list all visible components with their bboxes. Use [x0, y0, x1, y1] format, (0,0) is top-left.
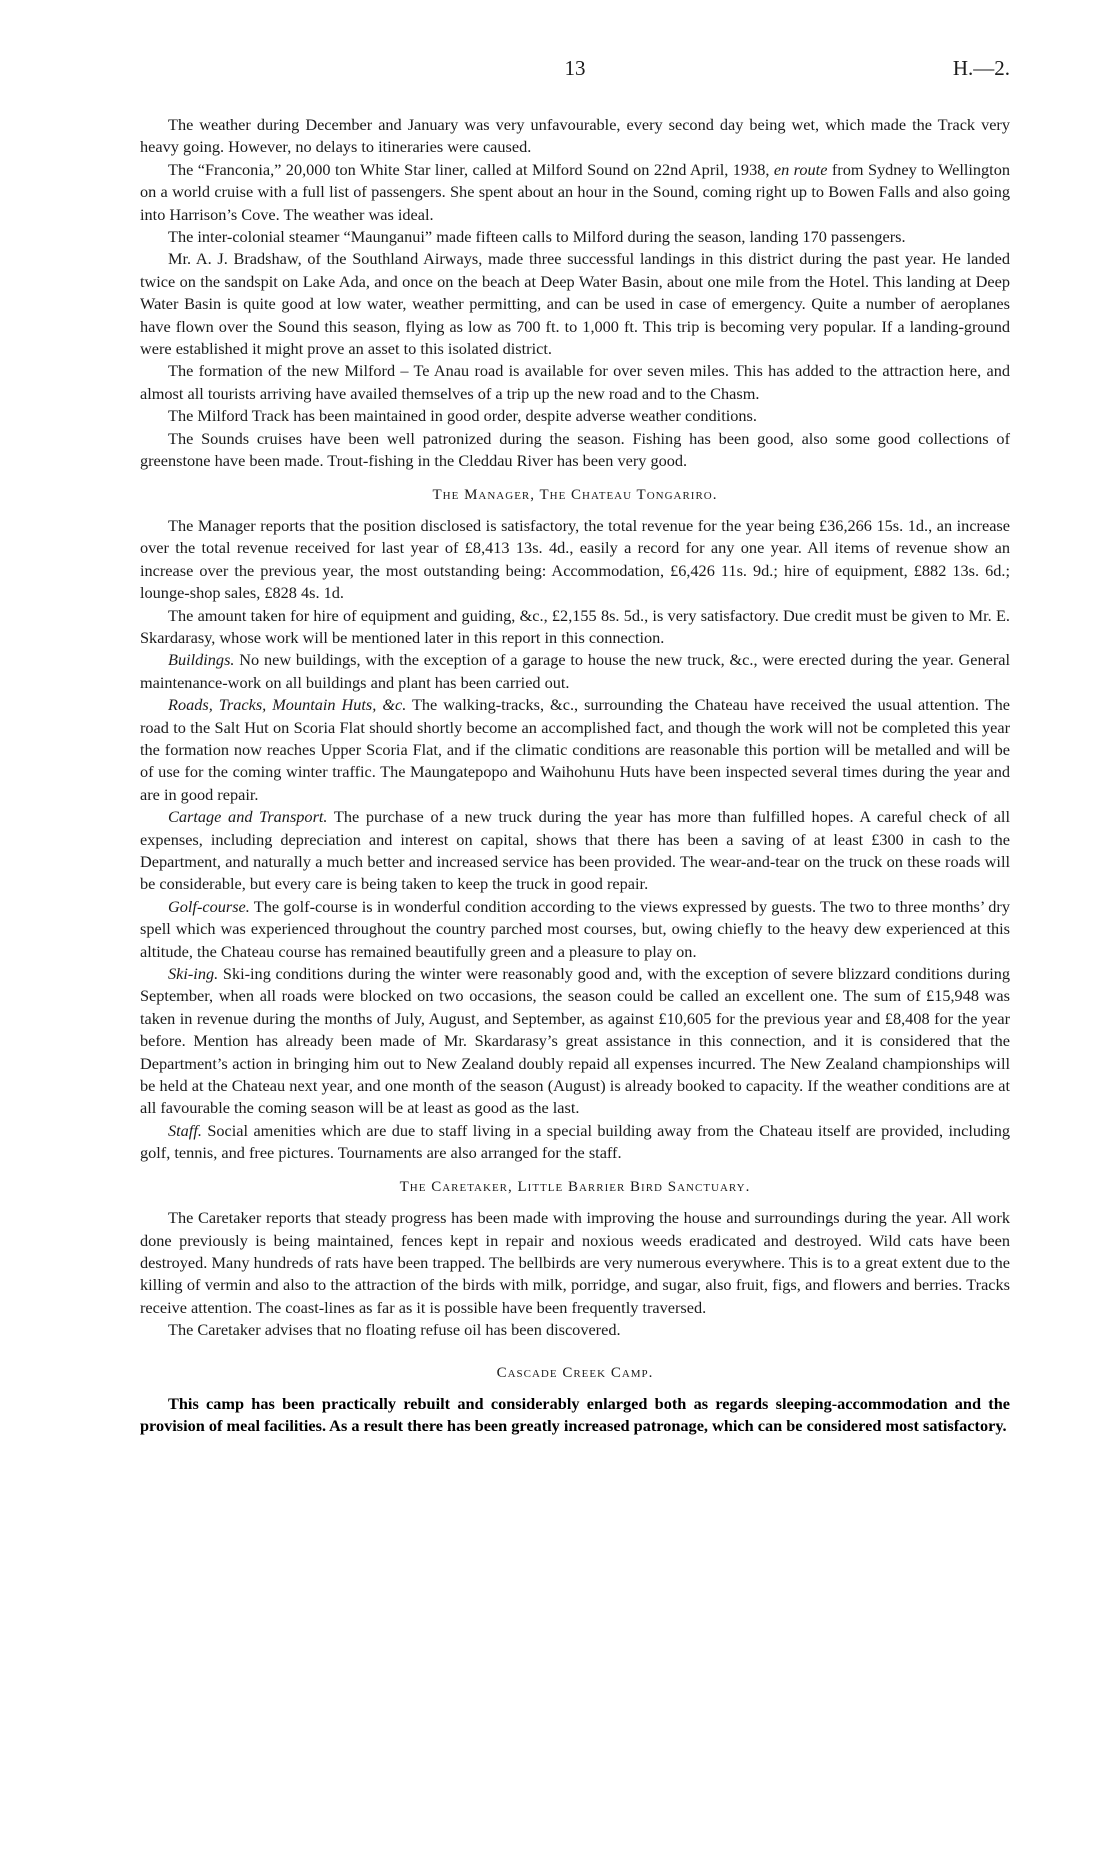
section-heading-barrier: The Caretaker, Little Barrier Bird Sanctuary.: [399, 1178, 751, 1195]
document-body: [140, 114, 1010, 1438]
paragraph: [140, 963, 1010, 1120]
text: The purchase of a new truck during the year has more than fulfilled hopes. A careful check of all expenses, including depreciation and interest on capital, shows that there has been a saving of at least £300 in cash to the Department, and naturally a much better and increased service has been provided. The wear-and-tear on the truck on these roads will be considerable, but every care is being taken to keep the truck in good repair.: [140, 807, 1010, 894]
text: Social amenities which are due to staff living in a special building away from the Chateau itself are provided, including golf, tennis, and free pictures. Tournaments are also arranged for the staff.: [140, 1120, 1010, 1163]
paragraph: The Milford Track has been maintained in good order, despite adverse weather conditions.: [168, 406, 757, 426]
paragraph: [140, 694, 1010, 806]
paragraph: This camp has been practically rebuilt and considerably enlarged both as regards sleeping-accommodation and the provision of meal facilities. As a result there has been greatly increased patronage, which can be considered most satisfactory.: [140, 1393, 1010, 1436]
paragraph: [140, 896, 1010, 963]
subheading-staff: Staff.: [168, 1120, 202, 1140]
page-header: [140, 56, 1010, 90]
paragraph: [140, 159, 1010, 226]
paragraph: The Sounds cruises have been well patronized during the season. Fishing has been good, also some good collections of greenstone have been made. Trout-fishing in the Cleddau River has been very good.: [140, 428, 1010, 471]
text: from Sydney to Wellington on a world cruise with a full list of passengers. She spent about an hour in the Sound, coming right up to Bowen Falls and also going into Harrison’s Cove. The weather was ideal.: [140, 159, 1010, 224]
paragraph: The Manager reports that the position disclosed is satisfactory, the total revenue for the year being £36,266 15s. 1d., an increase over the total revenue received for last year of £8,413 13s. 4d., easily a record for any one year. All items of revenue show an increase over the previous year, the most outstanding being: Accommodation, £6,426 11s. 9d.; hire of equipment, £882 13s. 6d.; lounge-shop sales, £828 4s. 1d.: [140, 515, 1010, 603]
paragraph: [140, 806, 1010, 896]
paragraph: The Caretaker advises that no floating refuse oil has been discovered.: [168, 1320, 621, 1340]
subheading-golf: Golf-course.: [168, 896, 250, 916]
section-heading-cascade: Cascade Creek Camp.: [496, 1364, 654, 1381]
paragraph: The Caretaker reports that steady progress has been made with improving the house and surroundings during the year. All work done previously is being maintained, fences kept in repair and noxious weeds eradicated and destroyed. Wild cats have been destroyed. Many hundreds of rats have been trapped. The bellbirds are very numerous everywhere. This is to a great extent due to the killing of vermin and also to the attraction of the birds with milk, porridge, and sugar, also fruit, figs, and flowers and berries. Tracks receive attention. The coast-lines as far as it is possible have been frequently traversed.: [140, 1208, 1010, 1317]
text: The golf-course is in wonderful condition according to the views expressed by guests. The two to three months’ dry spell which was experienced throughout the country parched most courses, but, owing chiefly to the heavy dew experienced at this altitude, the Chateau course has remained beautifully green and a pleasure to play on.: [140, 896, 1010, 961]
text: The walking-tracks, &c., surrounding the Chateau have received the usual attention. The road to the Salt Hut on Scoria Flat should shortly become an accomplished fact, and though the work will not be completed this year the formation now reaches Upper Scoria Flat, and if the climatic conditions are reasonable this portion will be metalled and will be of use for the coming winter traffic. The Maungatepopo and Waihohunu Huts have been inspected several times during the year and are in good repair.: [140, 695, 1010, 804]
paragraph: [140, 1120, 1010, 1165]
subheading-buildings: Buildings.: [168, 650, 235, 670]
paragraph: [140, 649, 1010, 694]
text: No new buildings, with the exception of a garage to house the new truck, &c., were erected during the year. General maintenance-work on all buildings and plant has been carried out.: [140, 650, 1010, 692]
report-reference: H.—2.: [952, 56, 1010, 80]
paragraph: Mr. A. J. Bradshaw, of the Southland Airways, made three successful landings in this district during the past year. He landed twice on the sandspit on Lake Ada, and once on the beach at Deep Water Basin, about one mile from the Hotel. This landing at Deep Water Basin is quite good at low water, weather permitting, and can be used in case of emergency. Quite a number of aeroplanes have flown over the Sound this season, flying as low as 700 ft. to 1,000 ft. This trip is becoming very popular. If a landing-ground were established it might prove an asset to this isolated district.: [140, 249, 1010, 359]
page-number: 13: [564, 56, 586, 80]
paragraph: The amount taken for hire of equipment and guiding, &c., £2,155 8s. 5d., is very satisfactory. Due credit must be given to Mr. E. Skardarasy, whose work will be mentioned later in this report in this connection.: [140, 605, 1010, 647]
paragraph: The formation of the new Milford – Te Anau road is available for over seven miles. This has added to the attraction here, and almost all tourists arriving have availed themselves of a trip up the new road and to the Chasm.: [140, 361, 1010, 403]
italic-text: en route: [773, 159, 828, 179]
paragraph: The inter-colonial steamer “Maunganui” made fifteen calls to Milford during the season, landing 170 passengers.: [168, 227, 906, 247]
text: The “Franconia,” 20,000 ton White Star liner, called at Milford Sound on 22nd April, 1938,: [168, 159, 770, 179]
text: Ski-ing conditions during the winter were reasonably good and, with the exception of severe blizzard conditions during September, when all roads were blocked on two occasions, the season could be called an excellent one. The sum of £15,948 was taken in revenue during the months of July, August, and September, as against £10,605 for the previous year and £8,408 for the year before. Mention has already been made of Mr. Skardarasy’s great assistance in this connection, and it is considered that the Department’s action in bringing him out to New Zealand doubly repaid all expenses incurred. The New Zealand championships will be held at the Chateau next year, and one month of the season (August) is already booked to capacity. If the weather conditions are at all favourable the coming season will be at least as good as the last.: [140, 964, 1011, 1118]
section-heading-chateau: The Manager, The Chateau Tongariro.: [432, 486, 718, 503]
paragraph: The weather during December and January was very unfavourable, every second day being wet, which made the Track very heavy going. However, no delays to itineraries were caused.: [140, 115, 1010, 157]
subheading-ski: Ski-ing.: [168, 964, 219, 984]
subheading-cartage: Cartage and Transport.: [168, 807, 328, 827]
subheading-roads: Roads, Tracks, Mountain Huts, &c.: [168, 695, 407, 715]
